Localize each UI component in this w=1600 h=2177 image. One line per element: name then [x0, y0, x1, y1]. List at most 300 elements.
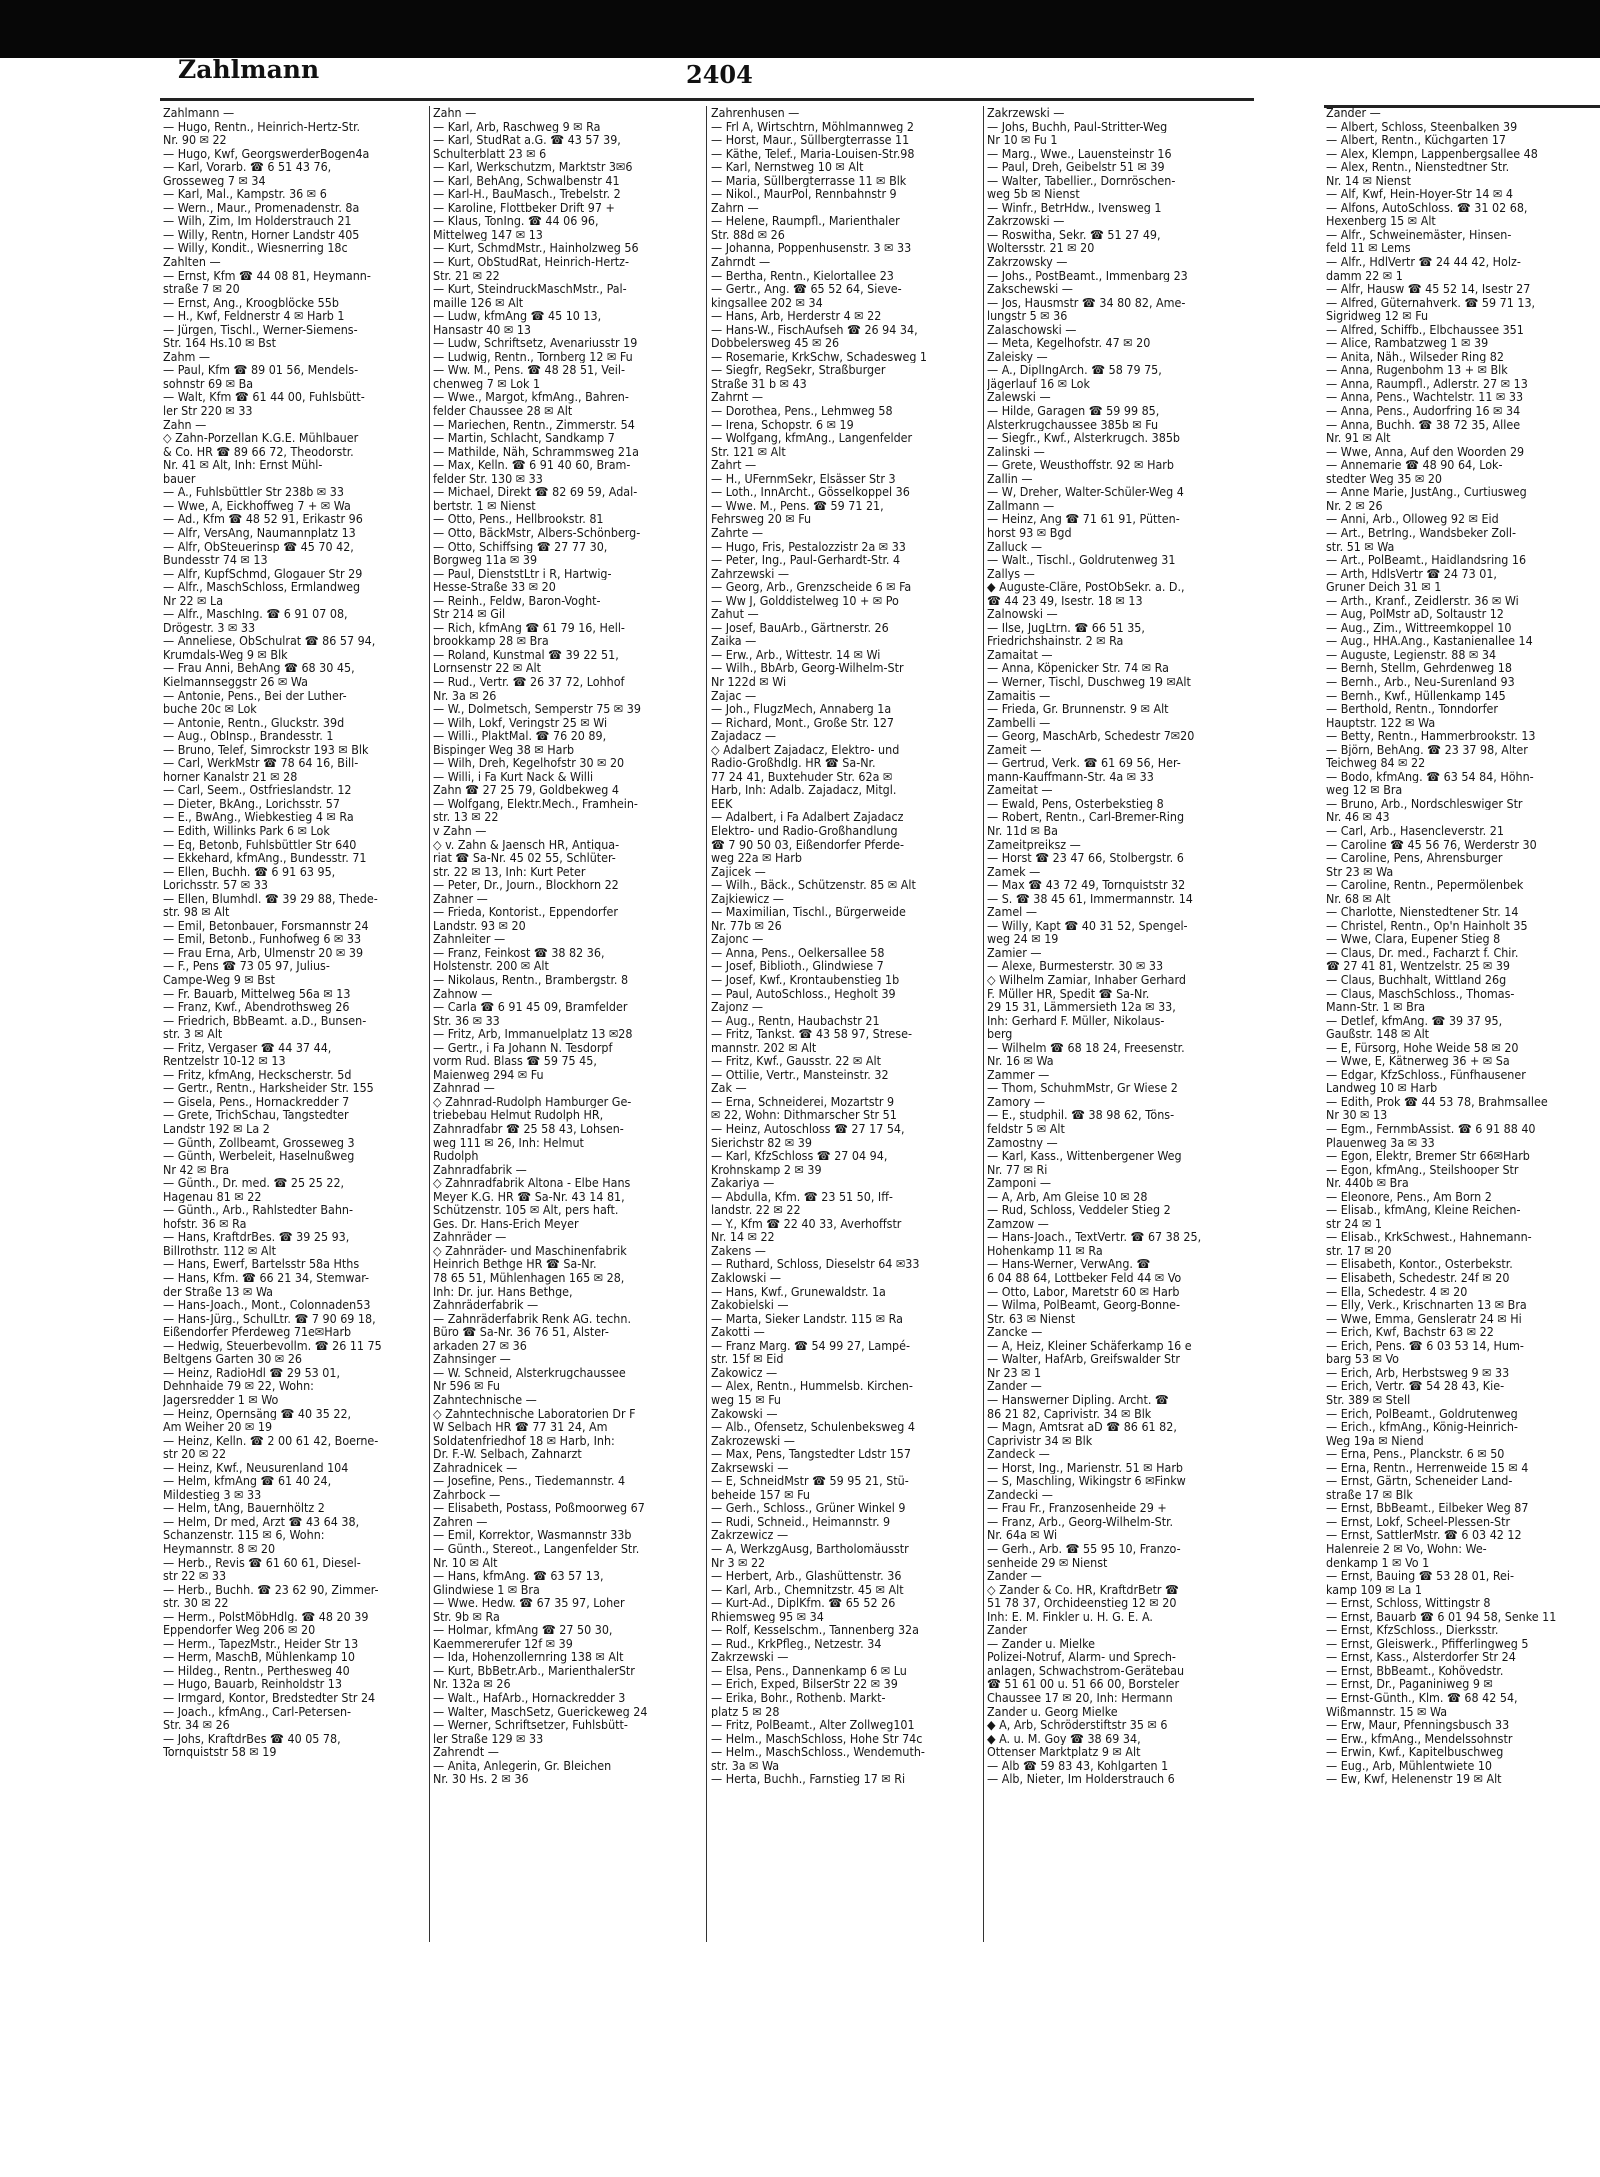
directory-entry-line: — Ella, Schedestr. 4 ✉ 20 [1326, 1284, 1468, 1299]
directory-entry-line: — Ernst, Gärtn, Scheneider Land- [1326, 1474, 1513, 1488]
directory-entry-line: — Ernst, Bauarb ☎ 6 01 94 58, Senke 11 [1326, 1609, 1557, 1624]
directory-entry-line: bauer [163, 471, 196, 486]
directory-entry-line: — Abdulla, Kfm. ☎ 23 51 50, Iff- [711, 1189, 893, 1204]
directory-entry-line: — Ernst, SattlerMstr. ☎ 6 03 42 12 [1326, 1528, 1522, 1542]
directory-entry-line: ◇ Adalbert Zajadacz, Elektro- und [711, 742, 900, 757]
directory-entry-line: — Wern., Maur., Promenadenstr. 8a [163, 200, 360, 215]
directory-entry-line: — Paul, AutoSchloss., Hegholt 39 [711, 986, 896, 1001]
surname-heading: Zambelli — [987, 715, 1051, 730]
directory-entry-line: Nr. 30 Hs. 2 ✉ 36 [433, 1772, 529, 1786]
directory-entry-line: — Peter, Dr., Journ., Blockhorn 22 [433, 878, 619, 892]
directory-entry-line: — Kurt, SteindruckMaschMstr., Pal- [433, 282, 627, 296]
page-header-title: Zahlmann [178, 55, 320, 84]
directory-entry-line: — Alfr., HdlVertr ☎ 24 44 42, Holz- [1326, 255, 1521, 269]
directory-entry-line: — Wwe, Anna, Auf den Woorden 29 [1326, 444, 1525, 459]
directory-entry-line: triebebau Helmut Rudolph HR, [433, 1108, 604, 1123]
directory-entry-line: — Ernst, Gleiswerk., Pfifferlingweg 5 [1326, 1636, 1529, 1651]
directory-entry-line: — Werner, Tischl, Duschweg 19 ✉Alt [987, 674, 1191, 689]
directory-entry-line: — Rolf, Kesselschm., Tannenberg 32a [711, 1623, 919, 1637]
directory-entry-line: — Alfr., Schweinemäster, Hinsen- [1326, 227, 1512, 242]
directory-entry-line: — Horst, Ing., Marienstr. 51 ✉ Harb [987, 1460, 1184, 1475]
directory-entry-line: — Ilse, JugLtrn. ☎ 66 51 35, [987, 620, 1145, 635]
directory-entry-line: — H., UFernmSekr, Elsässer Str 3 [711, 471, 896, 486]
surname-heading: Zamier — [987, 945, 1042, 960]
directory-entry-line: landstr. 22 ✉ 22 [711, 1203, 801, 1217]
directory-entry-line: — Aug, PolMstr aD, Soltaustr 12 [1326, 607, 1504, 621]
directory-entry-line: — Alfons, AutoSchloss. ☎ 31 02 68, [1326, 200, 1528, 215]
directory-entry-line: str. 13 ✉ 22 [433, 810, 499, 824]
directory-entry-line: chenweg 7 ✉ Lok 1 [433, 376, 541, 391]
directory-entry-line: — Walt., HafArb., Hornackredder 3 [433, 1690, 626, 1705]
directory-entry-line: — Wwe, E, Kätnerweg 36 + ✉ Sa [1326, 1054, 1510, 1068]
directory-entry-line: — Hugo, Kwf, GeorgswerderBogen4a [163, 146, 370, 161]
directory-entry-line: Dobbelersweg 45 ✉ 26 [711, 336, 840, 350]
directory-entry-line: — Bertha, Rentn., Kielortallee 23 [711, 268, 894, 283]
directory-entry-line: — Franz, Arb., Georg-Wilhelm-Str. [987, 1514, 1174, 1529]
directory-entry-line: — Egon, kfmAng., Steilshooper Str [1326, 1162, 1519, 1177]
directory-entry-line: ◇ Zahn-Porzellan K.G.E. Mühlbauer [163, 431, 359, 445]
directory-entry-line: — Art., PolBeamt., Haidlandsring 16 [1326, 553, 1527, 567]
directory-entry-line: — Georg, MaschArb, Schedestr 7✉20 [987, 729, 1195, 743]
directory-entry-line: — Edith, Prok ☎ 44 53 78, Brahmsallee [1326, 1094, 1548, 1109]
directory-entry-line: — Ernst, Bauing ☎ 53 28 01, Rei- [1326, 1569, 1515, 1583]
directory-entry-line: ◇ Zahnrad-Rudolph Hamburger Ge- [433, 1094, 632, 1109]
directory-entry-line: — Joach., kfmAng., Carl-Petersen- [163, 1704, 352, 1719]
directory-entry-line: — A., DiplIngArch. ☎ 58 79 75, [987, 363, 1162, 377]
directory-entry-line: felder Chaussee 28 ✉ Alt [433, 404, 573, 418]
directory-entry-line: mannstr. 202 ✉ Alt [711, 1040, 817, 1055]
directory-entry-line: — Otto, BäckMstr, Albers-Schönberg- [433, 525, 641, 540]
directory-entry-line: — Bruno, Telef, Simrockstr 193 ✉ Blk [163, 742, 369, 757]
directory-entry-line: Grosseweg 7 ✉ 34 [163, 173, 266, 188]
directory-entry-line: — Erich, Arb, Herbstsweg 9 ✉ 33 [1326, 1365, 1510, 1380]
directory-entry-line: Nr 122d ✉ Wi [711, 674, 787, 689]
directory-entry-line: Harb, Inh: Adalb. Zajadacz, Mitgl. [711, 783, 897, 797]
directory-entry-line: — Helm., MaschSchloss, Hohe Str 74c [711, 1731, 923, 1746]
surname-heading: Zalluck — [987, 539, 1043, 554]
directory-entry-line: — Anna, Rugenbohm 13 + ✉ Blk [1326, 363, 1508, 377]
directory-entry-line: — Gerh., Schloss., Grüner Winkel 9 [711, 1501, 906, 1515]
directory-entry-line: Glindwiese 1 ✉ Bra [433, 1582, 540, 1597]
directory-entry-line: — Ernst, Schloss, Wittingstr 8 [1326, 1596, 1491, 1610]
directory-entry-line: — Anita, Anlegerin, Gr. Bleichen [433, 1758, 612, 1773]
directory-entry-line: — Hilde, Garagen ☎ 59 99 85, [987, 404, 1160, 418]
directory-entry-line: Nr. 16 ✉ Wa [987, 1054, 1054, 1068]
directory-entry-line: str. 3 ✉ Alt [163, 1027, 223, 1041]
directory-entry-line: Halenreie 2 ✉ Vo, Wohn: We- [1326, 1541, 1487, 1556]
directory-entry-line: — Erich, Kwf, Bachstr 63 ✉ 22 [1326, 1325, 1494, 1339]
surname-heading: Zakrzewicz — [711, 1528, 789, 1542]
directory-entry-line: Nr 23 ✉ 1 [987, 1365, 1042, 1380]
directory-entry-line: — Herm., PolstMöbHdlg. ☎ 48 20 39 [163, 1609, 369, 1624]
surname-heading: Zamek — [987, 864, 1041, 879]
directory-entry-line: — Wwe, Clara, Eupener Stieg 8 [1326, 932, 1501, 946]
directory-entry-line: — Bernh., Kwf., Hüllenkamp 145 [1326, 688, 1506, 703]
surname-heading: Zahnsinger — [433, 1352, 511, 1366]
directory-entry-line: — Aug., Rentn, Haubachstr 21 [711, 1013, 880, 1028]
directory-entry-line: — S. ☎ 38 45 61, Immermannstr. 14 [987, 891, 1193, 906]
directory-entry-line: — Fritz, Arb, Immanuelplatz 13 ✉28 [433, 1027, 633, 1041]
surname-heading: Zahrenhusen — [711, 106, 800, 120]
surname-heading: Zakrozewski — [711, 1433, 795, 1448]
directory-entry-line: vorm Rud. Blass ☎ 59 75 45, [433, 1054, 597, 1068]
directory-entry-line: — Anne Marie, JustAng., Curtiusweg [1326, 485, 1527, 499]
directory-entry-line: Nr 3 ✉ 22 [711, 1555, 766, 1570]
directory-entry-line: Nr. 3a ✉ 26 [433, 688, 497, 703]
directory-entry-line: — Aug., HHA.Ang., Kastanienallee 14 [1326, 634, 1533, 648]
directory-entry-line: — Arth., Kranf., Zeidlerstr. 36 ✉ Wi [1326, 593, 1519, 608]
directory-entry-line: stedter Weg 35 ✉ 20 [1326, 471, 1443, 486]
directory-entry-line: Jägerlauf 16 ✉ Lok [987, 376, 1090, 391]
directory-entry-line: — Hugo, Bauarb, Reinholdstr 13 [163, 1677, 342, 1691]
directory-entry-line: W Selbach HR ☎ 77 31 24, Am [433, 1420, 608, 1434]
surname-heading: Zahrt — [711, 458, 757, 472]
directory-entry-line: — E., BwAng., Wiebkestieg 4 ✉ Ra [163, 810, 354, 824]
directory-entry-line: platz 5 ✉ 28 [711, 1704, 780, 1719]
directory-entry-line: F. Müller HR, Spedit ☎ Sa-Nr. [987, 986, 1150, 1001]
surname-heading: Zamory — [987, 1094, 1046, 1109]
directory-entry-line: — Karoline, Flottbeker Drift 97 + [433, 200, 615, 215]
directory-entry-line: horner Kanalstr 21 ✉ 28 [163, 769, 298, 784]
directory-entry-line: — Ellen, Buchh. ☎ 6 91 63 95, [163, 864, 336, 879]
directory-entry-line: — Charlotte, Nienstedtener Str. 14 [1326, 905, 1519, 919]
directory-entry-line: Meyer K.G. HR ☎ Sa-Nr. 43 14 81, [433, 1189, 625, 1204]
directory-entry-line: ✉ 22, Wohn: Dithmarscher Str 51 [711, 1108, 897, 1123]
directory-entry-line: — Nikol., MaurPol, Rennbahnstr 9 [711, 187, 897, 201]
directory-entry-line: — Erna, Pens., Planckstr. 6 ✉ 50 [1326, 1447, 1505, 1461]
directory-entry-line: weg 15 ✉ Fu [711, 1392, 781, 1407]
directory-entry-line: — Franz Marg. ☎ 54 99 27, Lampé- [711, 1338, 911, 1353]
directory-entry-line: — Herta, Buchh., Farnstieg 17 ✉ Ri [711, 1772, 906, 1786]
directory-entry-line: — Wwe. Hedw. ☎ 67 35 97, Loher [433, 1596, 625, 1610]
directory-entry-line: weg 111 ✉ 26, Inh: Helmut [433, 1135, 584, 1150]
directory-entry-line: — Alb., Ofensetz, Schulenbeksweg 4 [711, 1420, 915, 1434]
directory-entry-line: — Reinh., Feldw, Baron-Voght- [433, 593, 601, 608]
directory-entry-line: — Heinz, Opernsäng ☎ 40 35 22, [163, 1406, 352, 1421]
directory-entry-line: senheide 29 ✉ Nienst [987, 1555, 1108, 1570]
surname-heading: Zallmann — [987, 498, 1055, 513]
directory-entry-line: Nr. 68 ✉ Alt [1326, 891, 1391, 906]
directory-entry-line: — Ewald, Pens, Osterbekstieg 8 [987, 796, 1164, 811]
directory-entry-line: — Joh., FlugzMech, Annaberg 1a [711, 702, 892, 716]
directory-entry-line: — Irena, Schopstr. 6 ✉ 19 [711, 417, 854, 432]
directory-entry-line: — Gisela, Pens., Hornackredder 7 [163, 1094, 350, 1109]
directory-entry-line: — Wolfgang, kfmAng., Langenfelder [711, 431, 913, 445]
directory-entry-line: — Erich, Vertr. ☎ 54 28 43, Kie- [1326, 1379, 1505, 1393]
directory-entry-line: — Hildeg., Rentn., Perthesweg 40 [163, 1663, 350, 1678]
directory-entry-line: — S, Maschling, Wikingstr 6 ✉Finkw [987, 1474, 1186, 1488]
directory-entry-line: — Antonie, Pens., Bei der Luther- [163, 688, 347, 703]
directory-entry-line: — Josef, Biblioth., Glindwiese 7 [711, 959, 884, 973]
surname-heading: Zamzow — [987, 1216, 1049, 1231]
directory-entry-line: — Fr. Bauarb, Mittelweg 56a ✉ 13 [163, 986, 351, 1001]
directory-entry-line: — Hans-Joach., Mont., Colonnaden53 [163, 1298, 371, 1312]
directory-entry-line: — Wilhelm ☎ 68 18 24, Freesenstr. [987, 1040, 1185, 1055]
directory-entry-line: — Ruthard, Schloss, Dieselstr 64 ✉33 [711, 1257, 920, 1272]
directory-entry-line: kingsallee 202 ✉ 34 [711, 295, 823, 310]
directory-entry-line: — Hans, Arb, Herderstr 4 ✉ 22 [711, 309, 882, 323]
surname-heading: Zamponi — [987, 1176, 1052, 1190]
directory-entry-line: — W., Dolmetsch, Semperstr 75 ✉ 39 [433, 702, 641, 716]
directory-entry-line: — Ww J, Golddistelweg 10 + ✉ Po [711, 593, 899, 608]
directory-entry-line: — Siegfr., Kwf., Alsterkrugch. 385b [987, 431, 1180, 445]
directory-entry-line: der Straße 13 ✉ Wa [163, 1284, 274, 1299]
directory-entry-line: — Ernst, KfzSchloss., Dierksstr. [1326, 1623, 1499, 1637]
directory-entry-line: — Max, Pens, Tangstedter Ldstr 157 [711, 1447, 911, 1461]
directory-entry-line: — Auguste, Legienstr. 88 ✉ 34 [1326, 647, 1497, 662]
directory-entry-line: Dr. F.-W. Selbach, Zahnarzt [433, 1447, 582, 1461]
directory-entry-line: Kaemmererufer 12f ✉ 39 [433, 1636, 573, 1651]
directory-entry-line: — Erika, Bohr., Rothenb. Markt- [711, 1690, 886, 1705]
directory-entry-line: Nr. 64a ✉ Wi [987, 1528, 1058, 1542]
directory-entry-line: ☎ 7 90 50 03, Eißendorfer Pferde- [711, 837, 905, 852]
directory-entry-line: — Nikolaus, Rentn., Brambergstr. 8 [433, 973, 629, 987]
directory-entry-line: — Ernst, BbBeamt., Kohövedstr. [1326, 1663, 1504, 1678]
directory-entry-line: — Hans-Joach., TextVertr. ☎ 67 38 25, [987, 1230, 1202, 1244]
directory-entry-line: Borgweg 11a ✉ 39 [433, 553, 538, 567]
surname-heading: Zalnowski — [987, 607, 1058, 621]
directory-entry-line: — Hans, KraftdrBes. ☎ 39 25 93, [163, 1230, 350, 1244]
directory-entry-line: — Karl, Mal., Kampstr. 36 ✉ 6 [163, 187, 327, 201]
directory-entry-line: — Richard, Mont., Große Str. 127 [711, 715, 894, 730]
directory-entry-line: — Max, Kelln. ☎ 6 91 40 60, Bram- [433, 458, 631, 472]
directory-entry-line: — Hanswerner Dipling. Archt. ☎ [987, 1392, 1169, 1407]
directory-entry-line: — Wilh, Dreh, Kegelhofstr 30 ✉ 20 [433, 756, 625, 770]
directory-entry-line: — Erich, Exped, BilserStr 22 ✉ 39 [711, 1677, 898, 1691]
directory-entry-line: — A, WerkzgAusg, Bartholomäusstr [711, 1541, 909, 1556]
directory-entry-line: Inh: Dr. jur. Hans Bethge, [433, 1284, 573, 1299]
directory-entry-line: — Friedrich, BbBeamt. a.D., Bunsen- [163, 1013, 367, 1028]
surname-heading: Zajadacz — [711, 729, 776, 743]
directory-entry-line: Am Weiher 20 ✉ 19 [163, 1420, 273, 1434]
directory-entry-line: — Gerh., Arb. ☎ 55 95 10, Franzo- [987, 1541, 1181, 1556]
directory-entry-line: — Hugo, Rentn., Heinrich-Hertz-Str. [163, 119, 361, 134]
surname-heading: Zahut — [711, 607, 759, 621]
directory-entry-line: — Ottilie, Vertr., Mansteinstr. 32 [711, 1067, 889, 1082]
directory-entry-line: — Gertr., Ang. ☎ 65 52 64, Sieve- [711, 282, 902, 296]
directory-entry-line: — Alice, Rambatzweg 1 ✉ 39 [1326, 336, 1489, 350]
directory-entry-line: — Winfr., BetrHdw., Ivensweg 1 [987, 200, 1162, 215]
directory-entry-line: — Josefine, Pens., Tiedemannstr. 4 [433, 1474, 626, 1488]
directory-entry-line: — Karl, Kass., Wittenbergener Weg [987, 1149, 1182, 1163]
surname-heading: Zahnleiter — [433, 932, 506, 946]
directory-entry-line: Beltgens Garten 30 ✉ 26 [163, 1352, 302, 1366]
directory-entry-line: weg 5b ✉ Nienst [987, 187, 1080, 201]
directory-entry-line: Hauptstr. 122 ✉ Wa [1326, 715, 1436, 730]
directory-entry-line: — Caroline ☎ 45 56 76, Werderstr 30 [1326, 837, 1537, 852]
directory-entry-line: — Carl, Seem., Ostfrieslandstr. 12 [163, 783, 352, 797]
directory-entry-line: — Betty, Rentn., Hammerbrookstr. 13 [1326, 729, 1536, 743]
directory-entry-line: — A, Heiz, Kleiner Schäferkamp 16 e [987, 1338, 1192, 1353]
surname-heading: Zaika — [711, 634, 757, 648]
directory-entry-line: — Walt., Tischl., Goldrutenweg 31 [987, 553, 1176, 567]
directory-entry-line: Nr 42 ✉ Bra [163, 1162, 230, 1177]
directory-entry-line: — Anna, Raumpfl., Adlerstr. 27 ✉ 13 [1326, 376, 1528, 391]
directory-entry-line: — Willy, Kapt ☎ 40 31 52, Spengel- [987, 918, 1188, 933]
directory-entry-line: — Egm., FernmbAssist. ☎ 6 91 88 40 [1326, 1122, 1536, 1136]
directory-entry-line: — Robert, Rentn., Carl-Bremer-Ring [987, 810, 1185, 824]
directory-entry-line: Mittelweg 147 ✉ 13 [433, 227, 543, 242]
directory-entry-line: ◆ Auguste-Cläre, PostObSekr. a. D., [987, 580, 1185, 594]
directory-entry-line: Teichweg 84 ✉ 22 [1326, 756, 1426, 770]
directory-entry-line: damm 22 ✉ 1 [1326, 268, 1403, 283]
directory-entry-line: Elektro- und Radio-Großhandlung [711, 823, 898, 838]
directory-entry-line: Schanzenstr. 115 ✉ 6, Wohn: [163, 1528, 325, 1542]
directory-entry-line: — Alb, Nieter, Im Holderstrauch 6 [987, 1772, 1175, 1786]
directory-entry-line: 86 21 82, Caprivistr. 34 ✉ Blk [987, 1406, 1152, 1421]
directory-entry-line: Gaußstr. 148 ✉ Alt [1326, 1027, 1430, 1041]
directory-entry-line: Jagersredder 1 ✉ Wo [163, 1392, 279, 1407]
directory-entry-line: ☎ 44 23 49, Isestr. 18 ✉ 13 [987, 593, 1143, 608]
directory-entry-line: — Herm., TapezMstr., Heider Str 13 [163, 1636, 359, 1651]
directory-entry-line: ◇ Zahntechnische Laboratorien Dr F [433, 1406, 636, 1421]
directory-entry-line: Maienweg 294 ✉ Fu [433, 1067, 544, 1082]
directory-entry-line: — Elisabeth, Kontor., Osterbekstr. [1326, 1257, 1513, 1272]
surname-heading: Zamel — [987, 905, 1037, 919]
directory-entry-line: — Emil, Korrektor, Wasmannstr 33b [433, 1528, 632, 1542]
directory-entry-line: Nr. 2 ✉ 26 [1326, 498, 1383, 513]
directory-entry-line: — Alf, Kwf, Hein-Hoyer-Str 14 ✉ 4 [1326, 187, 1513, 201]
directory-column-2 [433, 106, 695, 1786]
directory-entry-line: — Carla ☎ 6 91 45 09, Bramfelder [433, 1000, 628, 1014]
directory-entry-line: — Carl, WerkMstr ☎ 78 64 16, Bill- [163, 756, 359, 770]
directory-entry-line: Heymannstr. 8 ✉ 20 [163, 1541, 276, 1556]
directory-entry-line: ◇ Zahnradfabrik Altona - Elbe Hans [433, 1176, 631, 1190]
directory-entry-line: Str. 389 ✉ Stell [1326, 1392, 1411, 1407]
column-divider [983, 106, 984, 1942]
directory-entry-line: Soldatenfriedhof 18 ✉ Harb, Inh: [433, 1433, 615, 1448]
directory-entry-line: — Emil, Betonb., Funhofweg 6 ✉ 33 [163, 932, 362, 946]
directory-entry-line: Straße 31 b ✉ 43 [711, 376, 807, 391]
directory-entry-line: — Alfr, VersAng, Naumannplatz 13 [163, 525, 356, 540]
directory-entry-line: — Kurt, SchmdMstr., Hainholzweg 56 [433, 241, 639, 256]
directory-entry-line: barg 53 ✉ Vo [1326, 1352, 1399, 1366]
directory-entry-line: weg 24 ✉ 19 [987, 932, 1059, 946]
surname-heading: Zakrsewski — [711, 1460, 789, 1475]
directory-entry-line: — Aug., ObInsp., Brandesstr. 1 [163, 729, 334, 743]
directory-entry-line: Hesse-Straße 33 ✉ 20 [433, 580, 556, 594]
directory-entry-line: — Frau Erna, Arb, Ulmenstr 20 ✉ 39 [163, 945, 364, 960]
directory-entry-line: feld 11 ✉ Lems [1326, 241, 1411, 256]
directory-entry-line: — Erich, PolBeamt., Goldrutenweg [1326, 1406, 1518, 1421]
directory-entry-line: — Walter, Tabellier., Dornröschen- [987, 173, 1176, 188]
directory-entry-line: — Gertr., Rentn., Harksheider Str. 155 [163, 1081, 374, 1095]
directory-entry-line: — Georg, Arb., Grenzscheide 6 ✉ Fa [711, 580, 912, 594]
surname-heading: Zamostny — [987, 1135, 1058, 1150]
directory-entry-line: — Michael, Direkt ☎ 82 69 59, Adal- [433, 485, 638, 499]
surname-heading: Zaklowski — [711, 1271, 782, 1285]
directory-entry-line: — Claus, Buchhalt, Wittland 26g [1326, 973, 1507, 987]
directory-entry-line: — Kurt, BbBetr.Arb., MarienthalerStr [433, 1663, 635, 1678]
directory-entry-line: Ottenser Marktplatz 9 ✉ Alt [987, 1745, 1141, 1759]
directory-entry-line: Nr. 14 ✉ Nienst [1326, 173, 1411, 188]
surname-heading: Zahrendt — [433, 1745, 499, 1759]
directory-entry-line: — Wilh, Zim, Im Holderstrauch 21 [163, 214, 352, 228]
directory-entry-line: — Fritz, Vergaser ☎ 44 37 44, [163, 1040, 332, 1055]
directory-entry-line: Str. 9b ✉ Ra [433, 1609, 500, 1624]
directory-entry-line: — Horst ☎ 23 47 66, Stolbergstr. 6 [987, 851, 1184, 865]
directory-entry-line: — Franz, Kwf., Abendrothsweg 26 [163, 1000, 350, 1014]
directory-entry-line: — Ernst-Günth., Klm. ☎ 68 42 54, [1326, 1690, 1518, 1705]
surname-heading: Zameitpreiksz — [987, 837, 1081, 852]
directory-entry-line: — Rud., Vertr. ☎ 26 37 72, Lohhof [433, 674, 625, 689]
directory-entry-line: — Irmgard, Kontor, Bredstedter Str 24 [163, 1690, 376, 1705]
directory-entry-line: — Helm, kfmAng ☎ 61 40 24, [163, 1474, 332, 1488]
directory-entry-line: — Alb ☎ 59 83 43, Kohlgarten 1 [987, 1758, 1169, 1773]
surname-heading: Zakrzowsky — [987, 255, 1068, 269]
directory-entry-line: — Günth, Zollbeamt, Grosseweg 3 [163, 1135, 355, 1150]
directory-entry-line: — Rich, kfmAng ☎ 61 79 16, Hell- [433, 620, 625, 635]
directory-entry-line: feldstr 5 ✉ Alt [987, 1122, 1065, 1136]
directory-entry-line: straße 17 ✉ Blk [1326, 1487, 1413, 1502]
directory-entry-line: arkaden 27 ✉ 36 [433, 1338, 527, 1353]
directory-entry-line: — Paul, Dreh, Geibelstr 51 ✉ 39 [987, 160, 1165, 174]
directory-entry-line: — Marg., Wwe., Lauensteinstr 16 [987, 146, 1172, 161]
directory-entry-line: kamp 109 ✉ La 1 [1326, 1582, 1422, 1597]
directory-entry-line: Inh: Gerhard F. Müller, Nikolaus- [987, 1013, 1165, 1028]
directory-entry-line: — Anna, Köpenicker Str. 74 ✉ Ra [987, 661, 1169, 675]
directory-entry-line: — Paul, DienststLtr i R, Hartwig- [433, 566, 612, 581]
directory-entry-line: berg [987, 1027, 1013, 1041]
directory-entry-line: Zahn ☎ 27 25 79, Goldbekweg 4 [433, 783, 619, 797]
directory-entry-line: — Bodo, kfmAng. ☎ 63 54 84, Höhn- [1326, 769, 1534, 784]
directory-entry-line: — Hans, Kfm. ☎ 66 21 34, Stemwar- [163, 1271, 370, 1285]
surname-heading: Zahrnt — [711, 390, 764, 405]
directory-entry-line: — Karl, Arb, Raschweg 9 ✉ Ra [433, 119, 601, 134]
surname-heading: Zahrbock — [433, 1487, 501, 1502]
directory-entry-line: — Anneliese, ObSchulrat ☎ 86 57 94, [163, 634, 376, 648]
directory-entry-line: — Frieda, Gr. Brunnenstr. 9 ✉ Alt [987, 702, 1169, 716]
surname-heading: Zamaitis — [987, 688, 1051, 703]
surname-heading: Zahren — [433, 1514, 488, 1529]
directory-entry-line: Alsterkrugchaussee 385b ✉ Fu [987, 417, 1159, 432]
directory-column-3 [711, 106, 981, 1786]
directory-entry-line: Lornsenstr 22 ✉ Alt [433, 661, 541, 675]
directory-entry-line: — Helm, tAng, Bauernhöltz 2 [163, 1501, 325, 1515]
surname-heading: Zamaitat — [987, 647, 1053, 662]
directory-entry-line: Büro ☎ Sa-Nr. 36 76 51, Alster- [433, 1325, 609, 1339]
directory-entry-line: ler Str 220 ✉ 33 [163, 404, 253, 418]
directory-entry-line: — Hans-W., FischAufseh ☎ 26 94 34, [711, 322, 918, 337]
directory-entry-line: — Ludwig, Rentn., Tornberg 12 ✉ Fu [433, 349, 633, 364]
directory-entry-line: — Rudi, Schneid., Heimannstr. 9 [711, 1514, 891, 1529]
directory-entry-line: weg 22a ✉ Harb [711, 851, 802, 865]
directory-entry-line: — Frl A, Wirtschtrn, Möhlmannweg 2 [711, 119, 914, 134]
directory-entry-line: ☎ 27 41 81, Wentzelstr. 25 ✉ 39 [1326, 959, 1511, 973]
directory-entry-line: ◇ Zander & Co. HR, KraftdrBetr ☎ [987, 1582, 1179, 1597]
directory-entry-line: — Ernst, Kass., Alsterdorfer Str 24 [1326, 1650, 1516, 1664]
directory-entry-line: str. 51 ✉ Wa [1326, 539, 1395, 554]
directory-entry-line: — Erw, Maur, Pfenningsbusch 33 [1326, 1718, 1510, 1732]
directory-entry-line: anlagen, Schwachstrom-Gerätebau [987, 1663, 1185, 1678]
directory-entry-line: — Werner, Schriftsetzer, Fuhlsbütt- [433, 1718, 628, 1732]
directory-entry-line: — E, Fürsorg, Hohe Weide 58 ✉ 20 [1326, 1040, 1519, 1055]
directory-entry-line: Inh: E. M. Finkler u. H. G. E. A. [987, 1609, 1153, 1624]
directory-entry-line: — Willi, i Fa Kurt Nack & Willi [433, 769, 594, 784]
directory-entry-line: — Jürgen, Tischl., Werner-Siemens- [163, 322, 358, 337]
surname-heading: Zander — [1326, 106, 1381, 120]
surname-heading: Zakowicz — [711, 1365, 778, 1380]
directory-entry-line: Fehrsweg 20 ✉ Fu [711, 512, 812, 526]
directory-entry-line: — Elisabeth, Schedestr. 24f ✉ 20 [1326, 1271, 1510, 1285]
directory-entry-line: — Dieter, BkAng., Lorichsstr. 57 [163, 796, 340, 811]
directory-entry-line: — Emil, Betonbauer, Forsmannstr 24 [163, 918, 369, 933]
directory-entry-line: Ges. Dr. Hans-Erich Meyer [433, 1216, 579, 1231]
directory-entry-line: — Egon, Elektr, Bremer Str 66✉Harb [1326, 1149, 1530, 1163]
directory-entry-line: Nr. 14 ✉ 22 [711, 1230, 775, 1244]
directory-entry-line: Landstr. 93 ✉ 20 [433, 918, 526, 933]
directory-entry-line: — Roland, Kunstmal ☎ 39 22 51, [433, 647, 619, 662]
